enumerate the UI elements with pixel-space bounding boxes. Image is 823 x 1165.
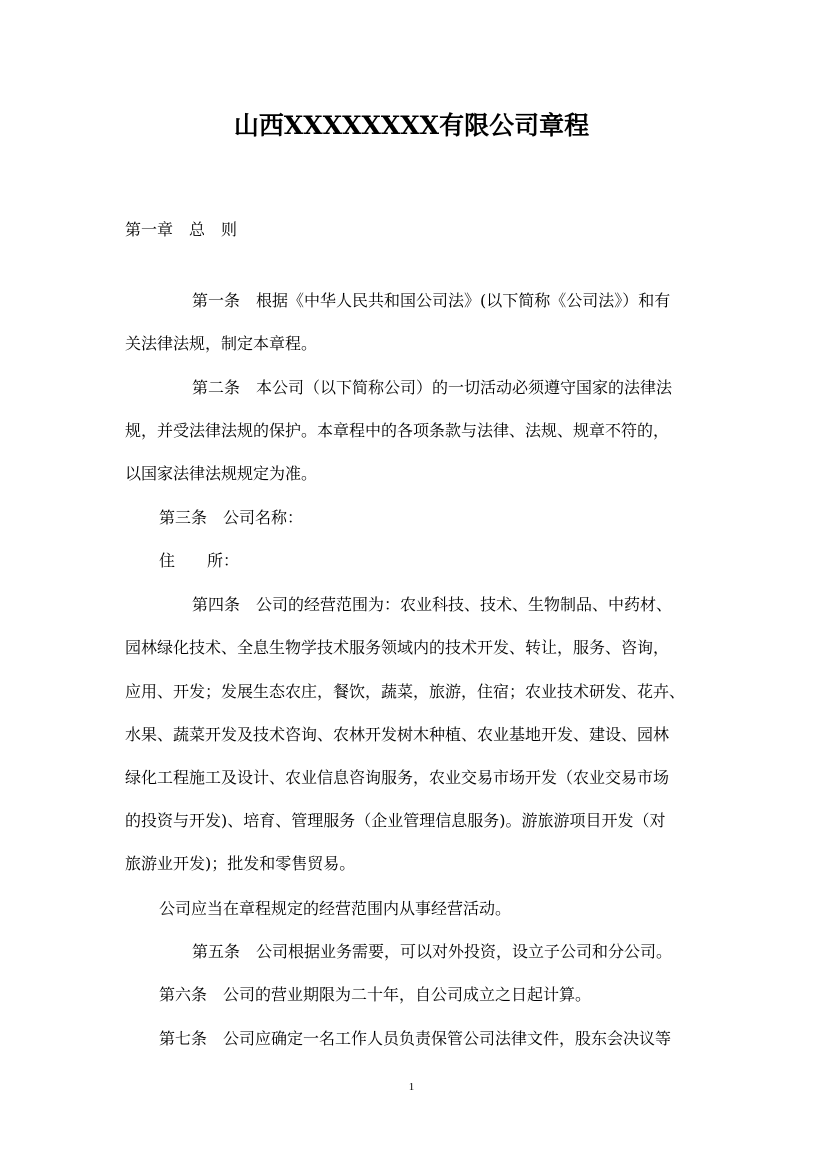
document-title: 山西XXXXXXXX有限公司章程 — [233, 111, 590, 140]
article-2-line-1: 第二条 本公司（以下简称公司）的一切活动必须遵守国家的法律法 — [192, 378, 673, 397]
article-4-line-7: 旅游业开发)；批发和零售贸易。 — [125, 854, 356, 873]
article-3-company-name: 第三条 公司名称： — [159, 508, 304, 527]
article-4-line-3: 应用、开发；发展生态农庄，餐饮，蔬菜，旅游，住宿；农业技术研发、花卉、 — [125, 682, 686, 701]
article-1-line-1: 第一条 根据《中华人民共和国公司法》(以下简称《公司法》）和有 — [192, 291, 671, 310]
article-4-line-2: 园林绿化技术、全息生物学技术服务领域内的技术开发、转让，服务、咨询， — [125, 638, 670, 657]
article-7-line-1: 第七条 公司应确定一名工作人员负责保管公司法律文件，股东会决议等 — [159, 1029, 672, 1048]
article-4-line-8: 公司应当在章程规定的经营范围内从事经营活动。 — [159, 899, 512, 918]
article-2-line-3: 以国家法律法规规定为准。 — [125, 464, 318, 483]
article-6: 第六条 公司的营业期限为二十年，自公司成立之日起计算。 — [159, 985, 592, 1004]
article-1-line-2: 关法律法规，制定本章程。 — [125, 334, 318, 353]
article-4-line-1: 第四条 公司的经营范围为：农业科技、技术、生物制品、中药材、 — [192, 595, 673, 614]
article-2-line-2: 规，并受法律法规的保护。本章程中的各项条款与法律、法规、规章不符的， — [125, 421, 670, 440]
article-3-address: 住 所： — [159, 551, 240, 570]
article-4-line-6: 的投资与开发)、培育、管理服务（企业管理信息服务)。游旅游项目开发（对 — [125, 811, 666, 830]
article-5: 第五条 公司根据业务需要，可以对外投资，设立子公司和分公司。 — [192, 942, 673, 961]
article-4-line-5: 绿化工程施工及设计、农业信息咨询服务，农业交易市场开发（农业交易市场 — [125, 768, 670, 787]
chapter-heading: 第一章 总 则 — [125, 220, 238, 239]
page-number: 1 — [408, 1081, 415, 1093]
article-4-line-4: 水果、蔬菜开发及技术咨询、农林开发树木种植、农业基地开发、建设、园林 — [125, 725, 670, 744]
